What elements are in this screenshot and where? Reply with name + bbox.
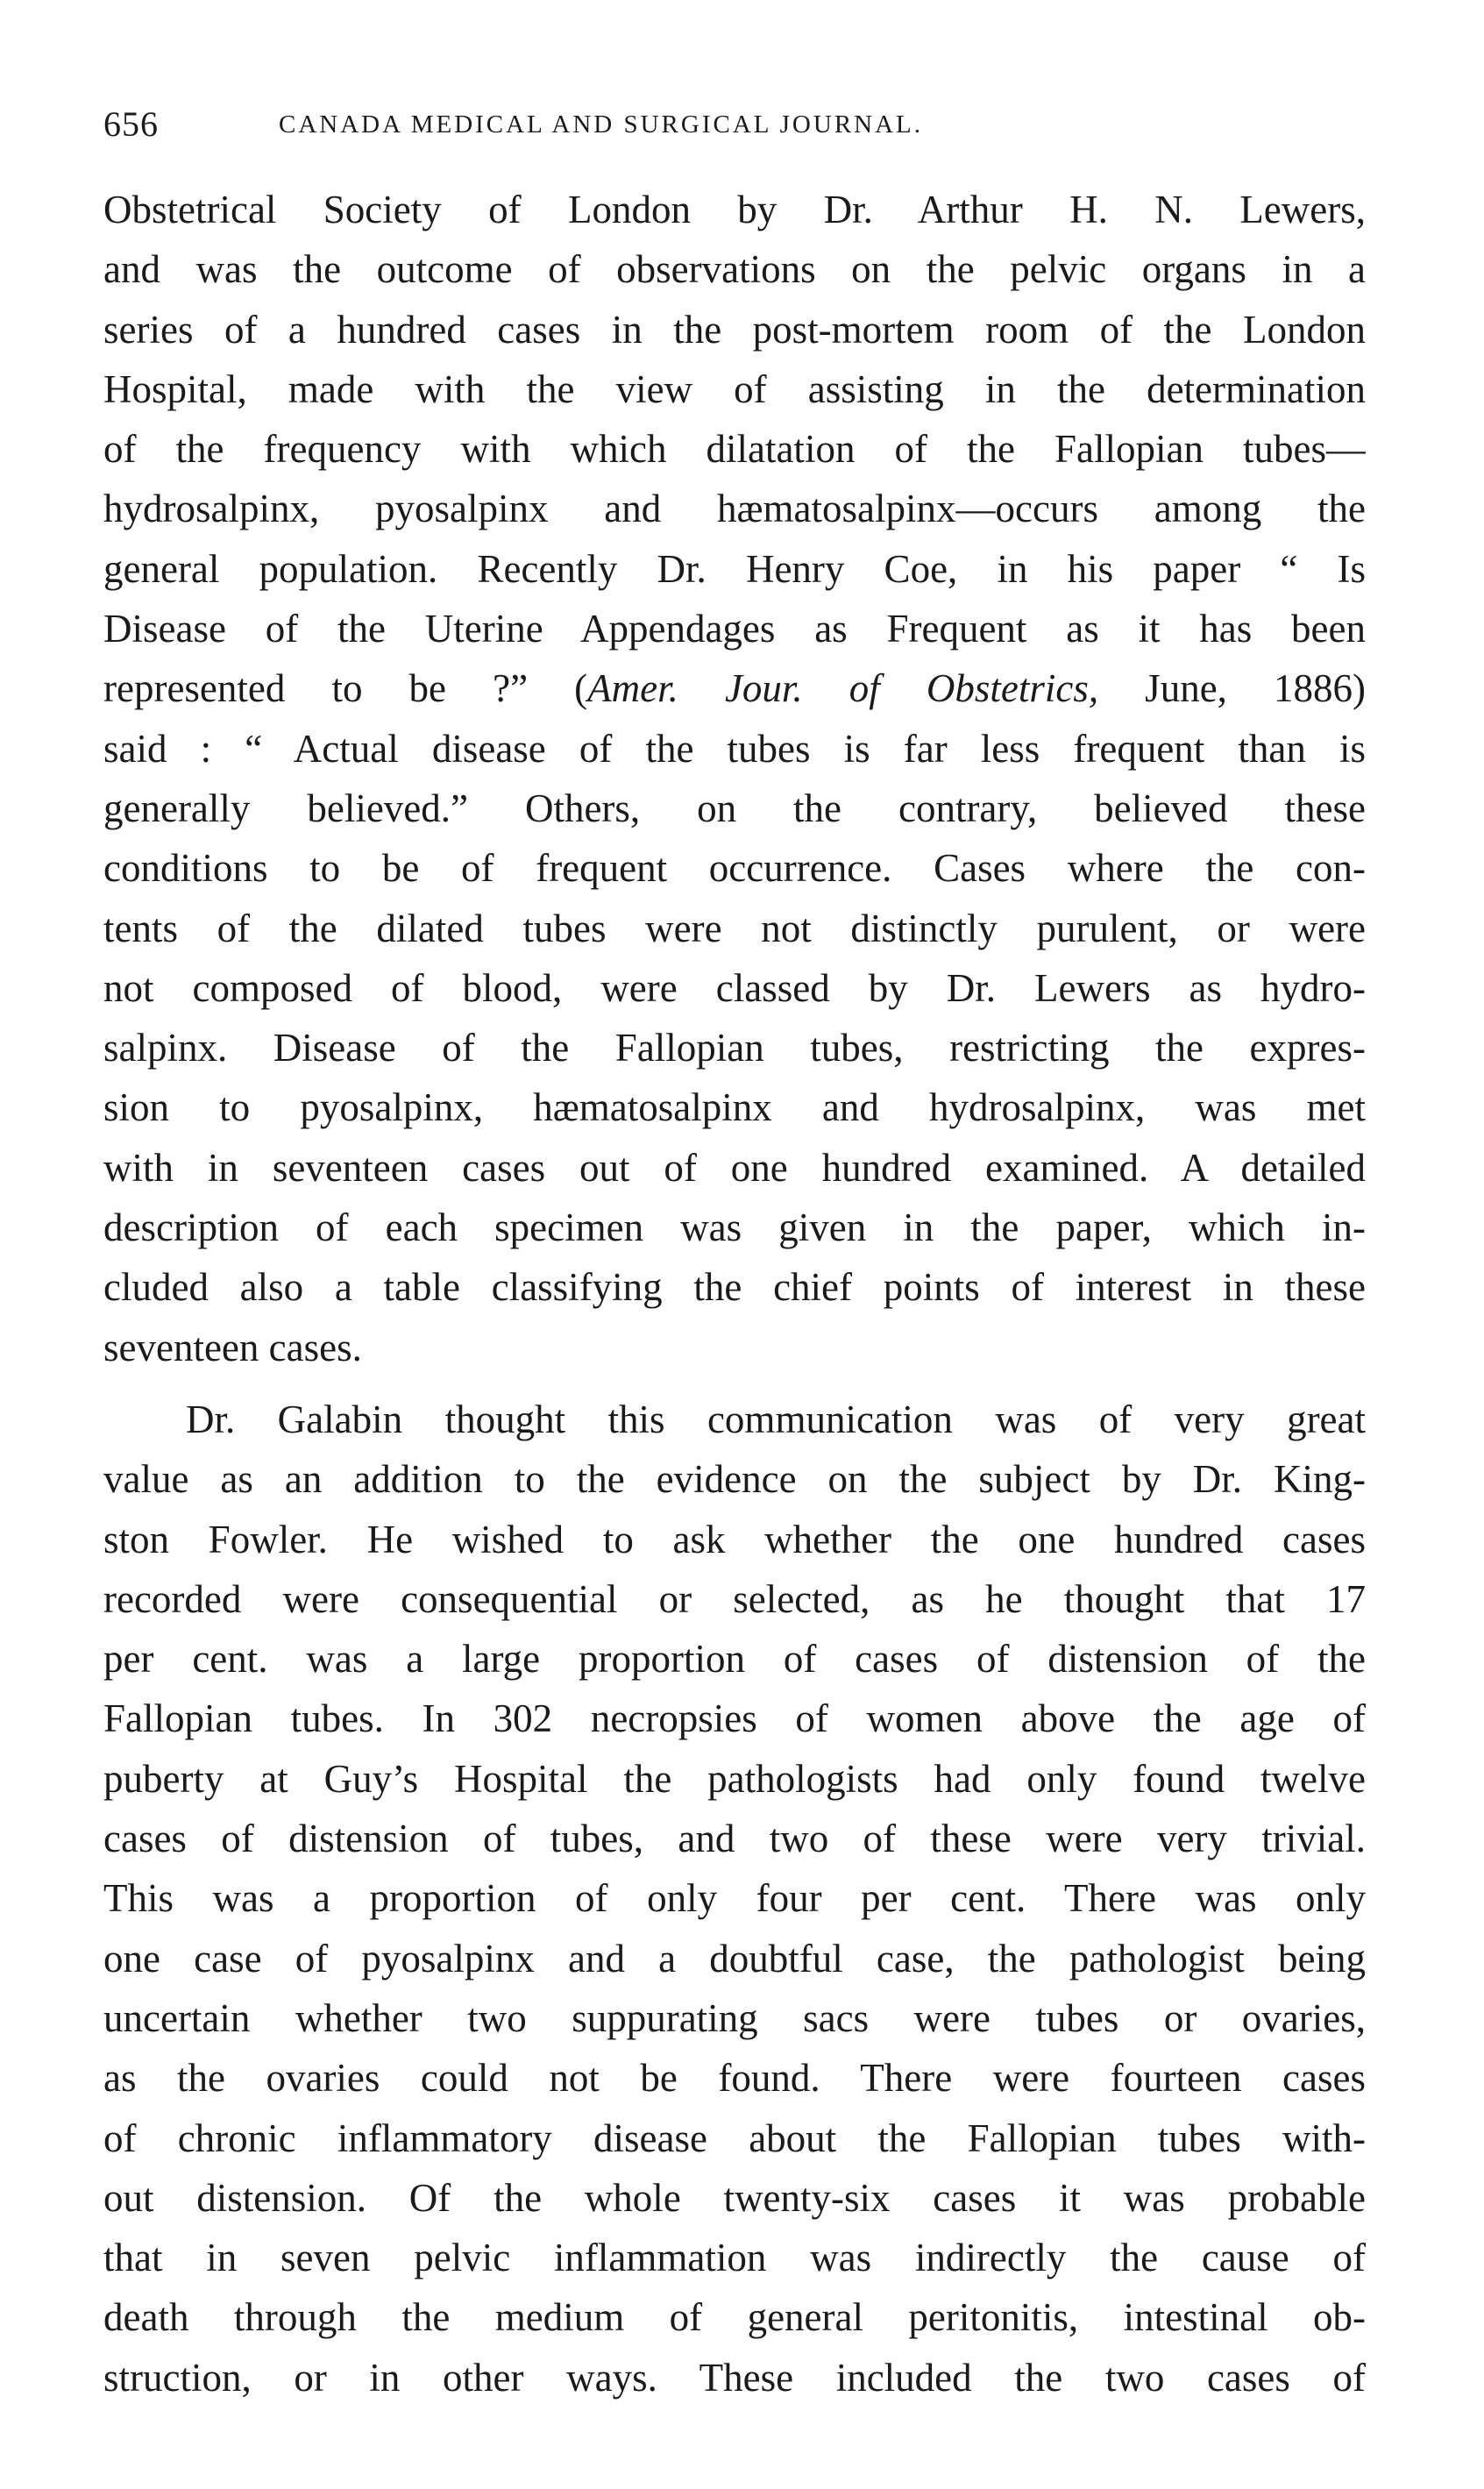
- text-line: Dr. Galabin thought this communication was of very great: [186, 1397, 1366, 1441]
- text-line: description of each specimen was given in the paper, which in-: [103, 1205, 1366, 1250]
- text-line: sion to pyosalpinx, hæmatosalpinx and hydrosalpinx, was met: [103, 1085, 1366, 1130]
- text-line: that in seven pelvic inflammation was indirectly the cause of: [103, 2236, 1366, 2280]
- text-line: Disease of the Uterine Appendages as Frequent as it has been: [103, 607, 1366, 651]
- journal-citation: Amer. Jour. of Obstetrics,: [587, 666, 1099, 711]
- paragraph-gap: [103, 1377, 1366, 1390]
- text-line: conditions to be of frequent occurrence. Cases where the con-: [103, 846, 1366, 891]
- text-line: cluded also a table classifying the chief points of interest in these: [103, 1265, 1366, 1310]
- text-line: value as an addition to the evidence on the subject by Dr. King-: [103, 1457, 1366, 1502]
- page-number: 656: [103, 104, 159, 144]
- page-header: [103, 98, 1366, 151]
- text-line: not composed of blood, were classed by Dr. Lewers as hydro-: [103, 965, 1366, 1010]
- text-line: puberty at Guy’s Hospital the pathologists had only found twelve: [103, 1756, 1366, 1801]
- paragraph: [103, 180, 1366, 1377]
- text-line: This was a proportion of only four per cent. There was only: [103, 1876, 1366, 1921]
- text-line: tents of the dilated tubes were not distinctly purulent, or were: [103, 906, 1366, 950]
- text-line: series of a hundred cases in the post-mortem room of the London: [103, 307, 1366, 352]
- paragraph: [103, 1390, 1366, 2407]
- text-line: general population. Recently Dr. Henry Coe, in his paper “ Is: [103, 546, 1366, 591]
- running-title: CANADA MEDICAL AND SURGICAL JOURNAL.: [279, 110, 924, 139]
- text-fragment: June, 1886): [1098, 666, 1366, 711]
- text-line: per cent. was a large proportion of cases of distension of the: [103, 1637, 1366, 1682]
- text-line: Fallopian tubes. In 302 necropsies of women above the age of: [103, 1696, 1366, 1741]
- text-line: one case of pyosalpinx and a doubtful case, the pathologist being: [103, 1936, 1366, 1981]
- text-line: said : “ Actual disease of the tubes is far less frequent than is: [103, 726, 1366, 771]
- text-line: out distension. Of the whole twenty-six cases it was probable: [103, 2175, 1366, 2220]
- text-line: uncertain whether two suppurating sacs were tubes or ovaries,: [103, 1995, 1366, 2040]
- text-line: death through the medium of general peritonitis, intestinal ob-: [103, 2295, 1366, 2340]
- text-line: of chronic inflammatory disease about the Fallopian tubes with-: [103, 2116, 1366, 2160]
- text-line-with-citation: [103, 658, 1366, 718]
- text-line: struction, or in other ways. These included the two cases of: [103, 2355, 1366, 2400]
- text-fragment: represented to be ?” (: [103, 666, 588, 711]
- body-text: [103, 180, 1366, 2407]
- text-line: salpinx. Disease of the Fallopian tubes, restricting the expres-: [103, 1026, 1366, 1070]
- text-line: of the frequency with which dilatation of the Fallopian tubes—: [103, 427, 1366, 472]
- text-line: seventeen cases.: [103, 1325, 362, 1369]
- text-line: hydrosalpinx, pyosalpinx and hæmatosalpinx—occurs among the: [103, 487, 1366, 531]
- text-line: and was the outcome of observations on the pelvic organs in a: [103, 247, 1366, 292]
- text-line: with in seventeen cases out of one hundred examined. A detailed: [103, 1145, 1366, 1190]
- text-line: Obstetrical Society of London by Dr. Arthur H. N. Lewers,: [103, 188, 1366, 231]
- text-line: recorded were consequential or selected, as he thought that 17: [103, 1576, 1366, 1621]
- text-line: Hospital, made with the view of assisting in the determination: [103, 366, 1366, 411]
- text-line: as the ovaries could not be found. There were fourteen cases: [103, 2056, 1366, 2101]
- text-line: ston Fowler. He wished to ask whether the one hundred cases: [103, 1517, 1366, 1561]
- text-line: cases of distension of tubes, and two of these were very trivial.: [103, 1817, 1366, 1861]
- text-line: generally believed.” Others, on the contrary, believed these: [103, 786, 1366, 830]
